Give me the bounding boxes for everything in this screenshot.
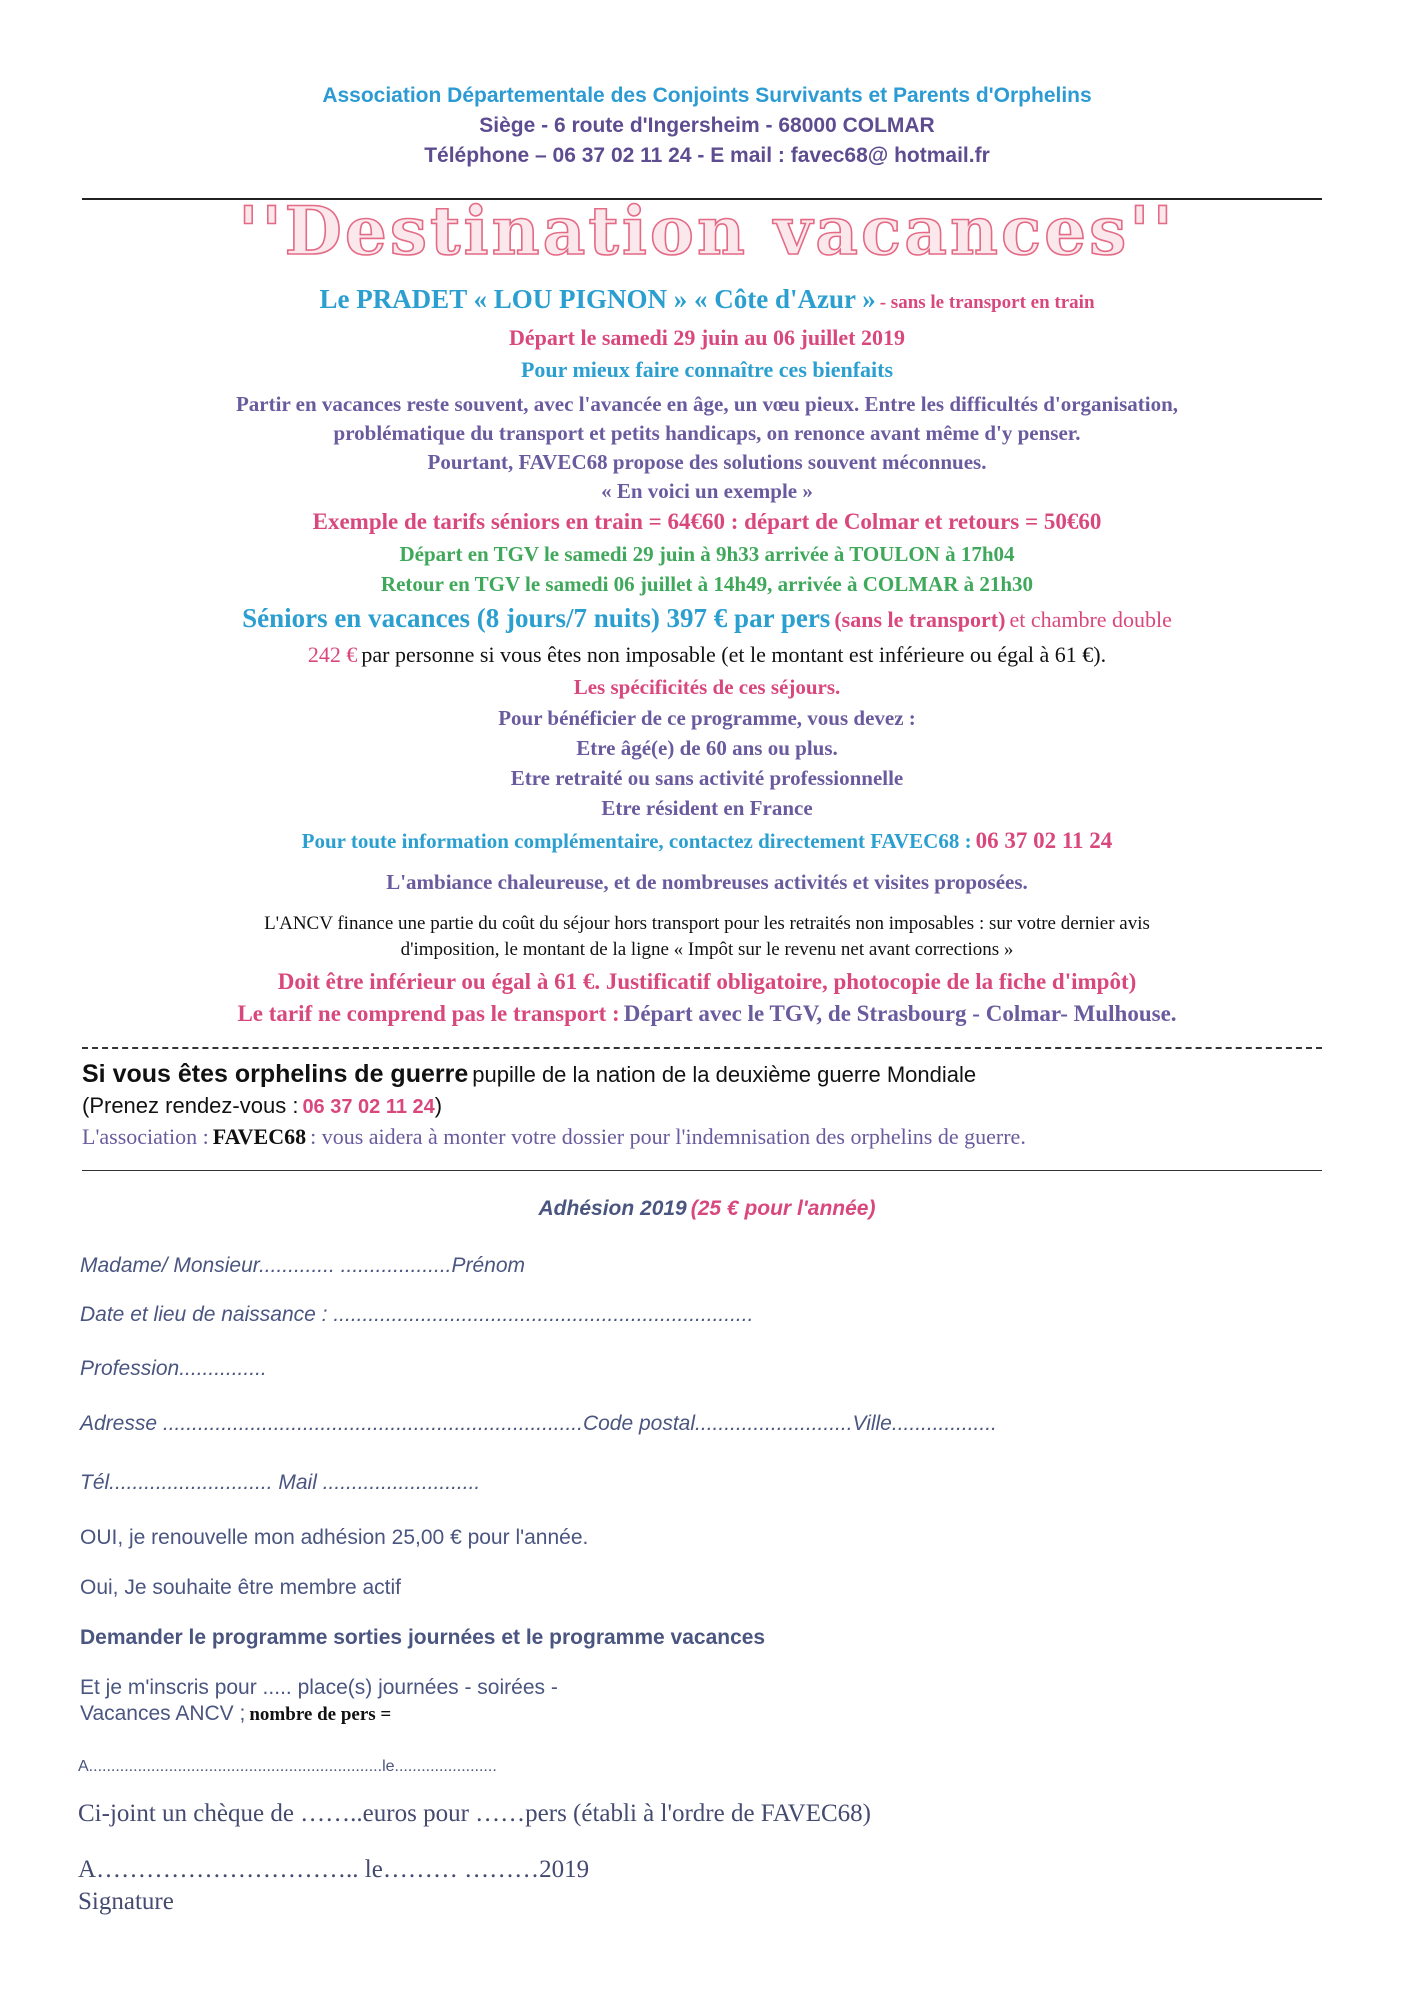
specifics-heading: Les spécificités de ces séjours. [573,675,841,699]
conditions-intro: Pour bénéficier de ce programme, vous devez : [498,706,916,730]
intro-line-2: problématique du transport et petits handicaps, on renonce avant même d'y penser. [333,421,1081,445]
condition-resident: Etre résident en France [601,796,813,820]
destination-line [0,284,1414,315]
field-address[interactable]: Adresse ........................................................................Code postal...........................Ville.................. [80,1412,997,1435]
ancv-line-2: d'imposition, le montant de la ligne « Impôt sur le revenu net avant corrections » [400,939,1014,960]
enroll-persons: nombre de pers = [249,1704,392,1725]
place-date-line[interactable]: A..................................................................le....................... [78,1758,497,1775]
intro-line-1: Partir en vacances reste souvent, avec l'avancée en âge, un vœu pieux. Entre les difficultés d'organisation, [235,392,1179,416]
orphans-line [82,1060,976,1089]
membership-fee: (25 € pour l'année) [690,1197,876,1220]
association-name: Association Départementale des Conjoints Survivants et Parents d'Orphelins [322,84,1092,107]
tgv-depart: Départ en TGV le samedi 29 juin à 9h33 arrivée à TOULON à 17h04 [399,542,1015,566]
enroll-line-2[interactable] [80,1702,391,1726]
contact-text: Pour toute information complémentaire, contactez directement FAVEC68 : [301,829,972,853]
association-label: L'association : [82,1124,209,1149]
active-member-option[interactable]: Oui, Je souhaite être membre actif [80,1576,401,1599]
orphans-lead: Si vous êtes orphelins de guerre [82,1060,469,1088]
section-divider-dashed [82,1047,1322,1049]
program-request[interactable]: Demander le programme sorties journées et le programme vacances [80,1626,766,1649]
reduced-amount: 242 € [307,642,358,667]
association-name-inline: FAVEC68 [212,1124,307,1149]
price-line [0,603,1414,634]
appointment-phone: 06 37 02 11 24 [302,1096,435,1118]
orphans-rest: pupille de la nation de la deuxième guerre Mondiale [472,1062,977,1087]
trip-dates: Départ le samedi 29 juin au 06 juillet 2019 [509,325,905,350]
example-heading: « En voici un exemple » [601,479,813,503]
condition-age: Etre âgé(e) de 60 ans ou plus. [576,736,838,760]
condition-retired: Etre retraité ou sans activité professionnelle [510,766,904,790]
price-note: (sans le transport) [834,607,1006,632]
signature-place-date[interactable]: A………………………….. le……… ………2019 [78,1856,590,1883]
field-profession[interactable]: Profession............... [80,1357,267,1380]
appointment-close: ) [434,1093,443,1118]
transport-route: Départ avec le TGV, de Strasbourg - Colmar- Mulhouse. [623,1001,1177,1026]
association-contact: Téléphone – 06 37 02 11 24 - E mail : favec68@ hotmail.fr [424,144,990,167]
transport-note: Le tarif ne comprend pas le transport : [237,1001,620,1026]
membership-heading: Adhésion 2019 [538,1197,687,1220]
enroll-ancv: Vacances ANCV ; [80,1702,246,1725]
destination-note: - sans le transport en train [879,292,1095,313]
field-tel-mail[interactable]: Tél............................ Mail ........................... [80,1471,481,1494]
reduced-text: par personne si vous êtes non imposable (et le montant est inférieure ou égal à 61 €). [361,642,1107,667]
association-help-text: : vous aidera à monter votre dossier pour l'indemnisation des orphelins de guerre. [310,1124,1026,1149]
page-title: ''Destination vacances'' [238,192,1176,270]
income-limit: Doit être inférieur ou égal à 61 €. Justificatif obligatoire, photocopie de la fiche d'impôt) [277,969,1137,994]
membership-heading-line [0,1197,1414,1221]
ancv-line-1: L'ANCV finance une partie du coût du séjour hors transport pour les retraités non imposables : sur votre dernier avis [264,913,1150,934]
train-prices: Exemple de tarifs séniors en train = 64€60 : départ de Colmar et retours = 50€60 [312,509,1102,534]
tgv-return: Retour en TGV le samedi 06 juillet à 14h49, arrivée à COLMAR à 21h30 [380,572,1034,596]
contact-phone: 06 37 02 11 24 [975,828,1113,853]
appointment-label: (Prenez rendez-vous : [82,1093,299,1118]
field-name[interactable]: Madame/ Monsieur............. ...................Prénom [80,1254,526,1277]
transport-line [0,1001,1414,1027]
appointment-line [82,1093,442,1119]
signature-label: Signature [78,1888,174,1915]
cheque-line[interactable]: Ci-joint un chèque de ……..euros pour ……pers (établi à l'ordre de FAVEC68) [78,1800,871,1827]
intro-line-3: Pourtant, FAVEC68 propose des solutions souvent méconnues. [427,450,987,474]
renew-option[interactable]: OUI, je renouvelle mon adhésion 25,00 € pour l'année. [80,1526,589,1549]
association-help-line [82,1124,1026,1150]
enroll-line-1[interactable]: Et je m'inscris pour ..... place(s) journées - soirées - [80,1676,558,1699]
price-main: Séniors en vacances (8 jours/7 nuits) 397 € par pers [242,603,831,633]
ambiance-text: L'ambiance chaleureuse, et de nombreuses activités et visites proposées. [386,870,1028,894]
association-address: Siège - 6 route d'Ingersheim - 68000 COLMAR [479,114,935,137]
field-birth[interactable]: Date et lieu de naissance : ........................................................................ [80,1303,754,1326]
destination-main: Le PRADET « LOU PIGNON » « Côte d'Azur » [319,284,876,314]
orphans-rule [82,1170,1322,1171]
contact-line [0,828,1414,854]
price-room: et chambre double [1009,607,1172,632]
reduced-price-line [0,642,1414,668]
tagline: Pour mieux faire connaître ces bienfaits [520,357,894,382]
